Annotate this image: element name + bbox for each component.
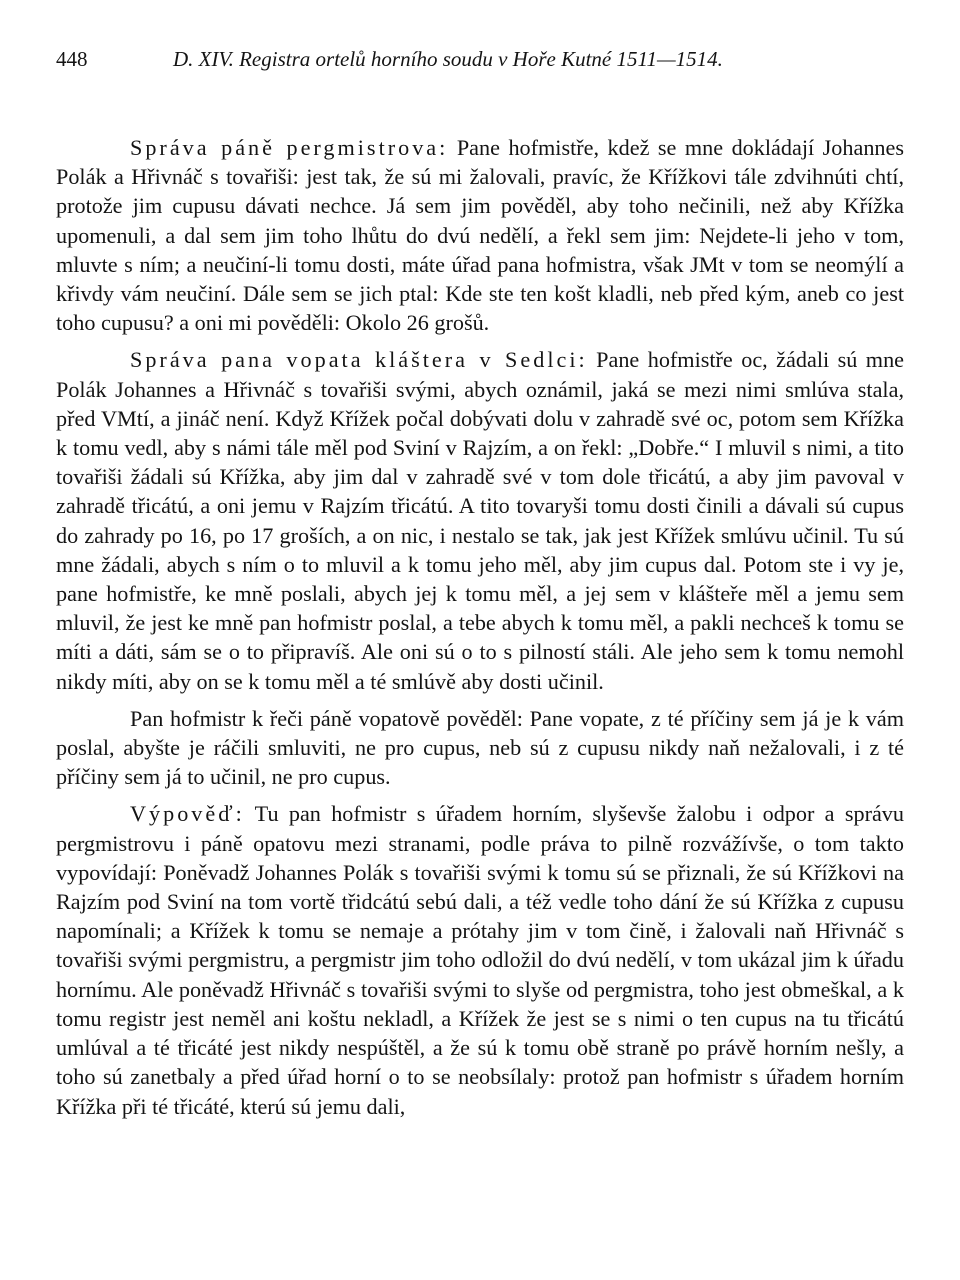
- paragraph-verdict: [56, 799, 904, 1120]
- paragraph-text: Pan hofmistr k řeči páně vopatově pověděl: Pane vopate, z té příčiny sem já je k vám poslal, abyšte je ráčili smluviti, ne pro cupus, neb sú z cupusu nikdy naň nežalovali, i z té příčiny sem já to učinil, ne pro cupus.: [56, 705, 904, 790]
- paragraph-lead: Výpověď:: [130, 801, 245, 827]
- page-number: 448: [56, 47, 88, 71]
- paragraph-text: Tu pan hofmistr s úřadem horním, slyševše žalobu i odpor a správu pergmistrovu i páně opatovu mezi stranami, podle práva to pilně rozvážívše, o tom takto vypovídají: Poněvadž Johannes Polák s tovařiši svými k tomu sú se přiznali, že sú Křížkovi na Rajzím pod Sviní na tom vortě třidcátú sebú dali, a též vedle toho dání že sú Křížka z cupusu napomínali; a Křížek k tomu se nemaje a prótahy jim v tom čině, i žalovali naň Hřivnáč s tovařiši svými pergmistru, a pergmistr jim toho odložil do dvú nedělí, v tom ukázal jim k úřadu hornímu. Ale poněvadž Hřivnáč s tovařiši svými to slyše od pergmistra, toho jest obmeškal, a k tomu registr jest neměl ani koštu nekladl, a Křížek že jest se s nimi o ten cupus na tu třicátú umlúval a té třicáté jest nikdy nespúštěl, a že sú k tomu obě straně po právě horním nešly, a toho sú zanetbaly a před úřad horní o to se neobsílaly: protož pan hofmistr s úřadem horním Křížka při té třicáté, kterú sú jemu dali,: [56, 801, 904, 1119]
- running-title: D. XIV. Registra ortelů horního soudu v Hoře Kutné 1511—1514.: [173, 47, 723, 71]
- paragraph-hofmistr-reply: [56, 704, 904, 792]
- paragraph-text: Pane hofmistře oc, žádali sú mne Polák Johannes a Hřivnáč s tovařiši svými, abych oznámil, jaká se mezi nimi smlúva stala, před VMtí, a jináč není. Když Křížek počal dobývati dolu v zahradě své oc, potom sem Křížka k tomu vedl, aby s námi tále měl pod Sviní v Rajzím, a on řekl: „Dobře.“ I mluvil s nimi, a tito tovařiši žádali sú Křížka, aby jim dal v zahradě své v tom dole třicátú, a aby jim pavoval v zahradě třicátú, a oni jemu v Rajzím třicátú. A tito tovaryši tomu dosti činili a dávali sú cupus do zahrady po 16, po 17 groších, a on nic, i nestalo se tak, jak jest Křížek smlúvu učinil. Tu sú mne žádali, abych s ním o to mluvil a k tomu jeho měl, aby jim cupus dal. Potom ste i vy je, pane hofmistře, ke mně poslali, abych jej k tomu měl, a jej sem v klášteře měl a jemu sem mluvil, že jest ke mně pan hofmistr poslal, a tebe abych k tomu měl, a pakli nechceš k tomu se míti a dáti, sám se o to připravíš. Ale oni sú o to s pilností stáli. Ale jeho sem k tomu nemohl nikdy míti, aby on se k tomu měl a té smlúvě aby dosti učinil.: [56, 347, 905, 694]
- paragraph-mining-master-report: [56, 133, 904, 337]
- paragraph-lead: Správa pana vopata kláštera v Sedlci:: [130, 347, 588, 373]
- document-page: [56, 42, 904, 1121]
- paragraph-lead: Správa páně pergmistrova:: [130, 135, 449, 160]
- paragraph-abbot-report: [56, 345, 904, 695]
- running-header: [56, 42, 904, 76]
- paragraph-text: Pane hofmistře, kdež se mne dokládají Johannes Polák a Hřivnáč s tovařiši: jest tak, že sú mi žalovali, pravíc, že Křížkovi tále zdvihnúti chtí, protože jim cupusu dávati nechce. Já sem jim pověděl, aby toho nečinili, než aby Křížka upomenuli, a dal sem jim toho lhůtu do dvú nedělí, a řekl sem jim: Nejdete-li jeho v tom, mluvte s ním; a neučiní-li tomu dosti, máte úřad pana hofmistra, však JMt v tom se neomýlí a křivdy vám neučiní. Dále sem se jich ptal: Kde ste ten košt kladli, neb před kým, aneb co jest toho cupusu? a oni mi pověděli: Okolo 26 grošů.: [56, 135, 904, 336]
- body-text: [56, 133, 904, 1121]
